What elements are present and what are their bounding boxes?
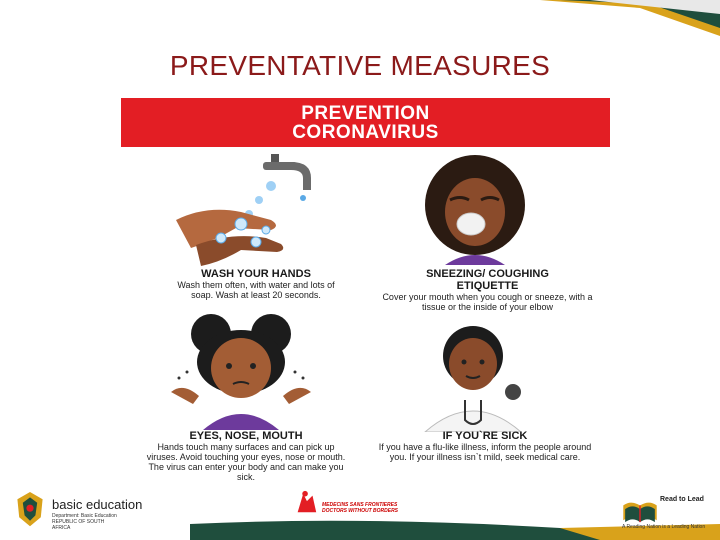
panel-text: Cover your mouth when you cough or sneeze, with a tissue or the inside of your elbow bbox=[382, 292, 593, 312]
panel-heading: EYES, NOSE, MOUTH bbox=[189, 430, 303, 442]
dbe-logo-subtitle: Department: Basic Education REPUBLIC OF SOUTH AFRICA bbox=[52, 513, 117, 531]
panel-heading-line-2: ETIQUETTE bbox=[456, 280, 519, 292]
panel-wash-hands bbox=[121, 150, 365, 310]
panel-if-sick bbox=[365, 320, 610, 490]
panel-heading: IF YOU`RE SICK bbox=[442, 430, 528, 442]
msf-line-2: DOCTORS WITHOUT BORDERS bbox=[322, 508, 399, 514]
prevention-poster bbox=[121, 98, 610, 490]
panel-heading-line-1: SNEEZING/ COUGHING bbox=[426, 268, 549, 280]
read-to-lead-subtitle: A Reading Nation is a Leading Nation bbox=[622, 524, 706, 530]
banner-line-2: CORONAVIRUS bbox=[292, 122, 439, 143]
panel-text: Hands touch many surfaces and can pick up viruses. Avoid touching your eyes, nose or mouth. The virus can enter your body and can make you sick. bbox=[146, 442, 346, 482]
read-to-lead-title: Read to Lead bbox=[660, 496, 704, 503]
panel-text: If you have a flu-like illness, inform the people around you. If your illness isn`t mild, seek medical care. bbox=[378, 442, 592, 462]
panel-heading: WASH YOUR HANDS bbox=[201, 268, 311, 280]
panel-sneezing bbox=[365, 150, 610, 320]
sneezing-illustration bbox=[365, 150, 610, 270]
dbe-logo-name: basic education bbox=[52, 497, 143, 512]
read-to-lead-book-icon bbox=[620, 498, 660, 524]
panel-text: Wash them often, with water and lots of soap. Wash at least 20 seconds. bbox=[177, 280, 335, 300]
eyes-nose-mouth-illustration bbox=[121, 312, 365, 432]
doctor-illustration bbox=[365, 320, 610, 432]
panel-eyes-nose-mouth bbox=[121, 312, 365, 490]
poster-banner bbox=[121, 98, 610, 147]
msf-logo-icon bbox=[292, 490, 320, 516]
msf-line-1: MEDECINS SANS FRONTIERES bbox=[322, 502, 398, 508]
slide-title: PREVENTATIVE MEASURES bbox=[169, 50, 551, 81]
dbe-coat-of-arms-icon bbox=[12, 488, 48, 532]
corner-decoration bbox=[520, 0, 720, 40]
banner-line-1: PREVENTION bbox=[301, 103, 430, 124]
